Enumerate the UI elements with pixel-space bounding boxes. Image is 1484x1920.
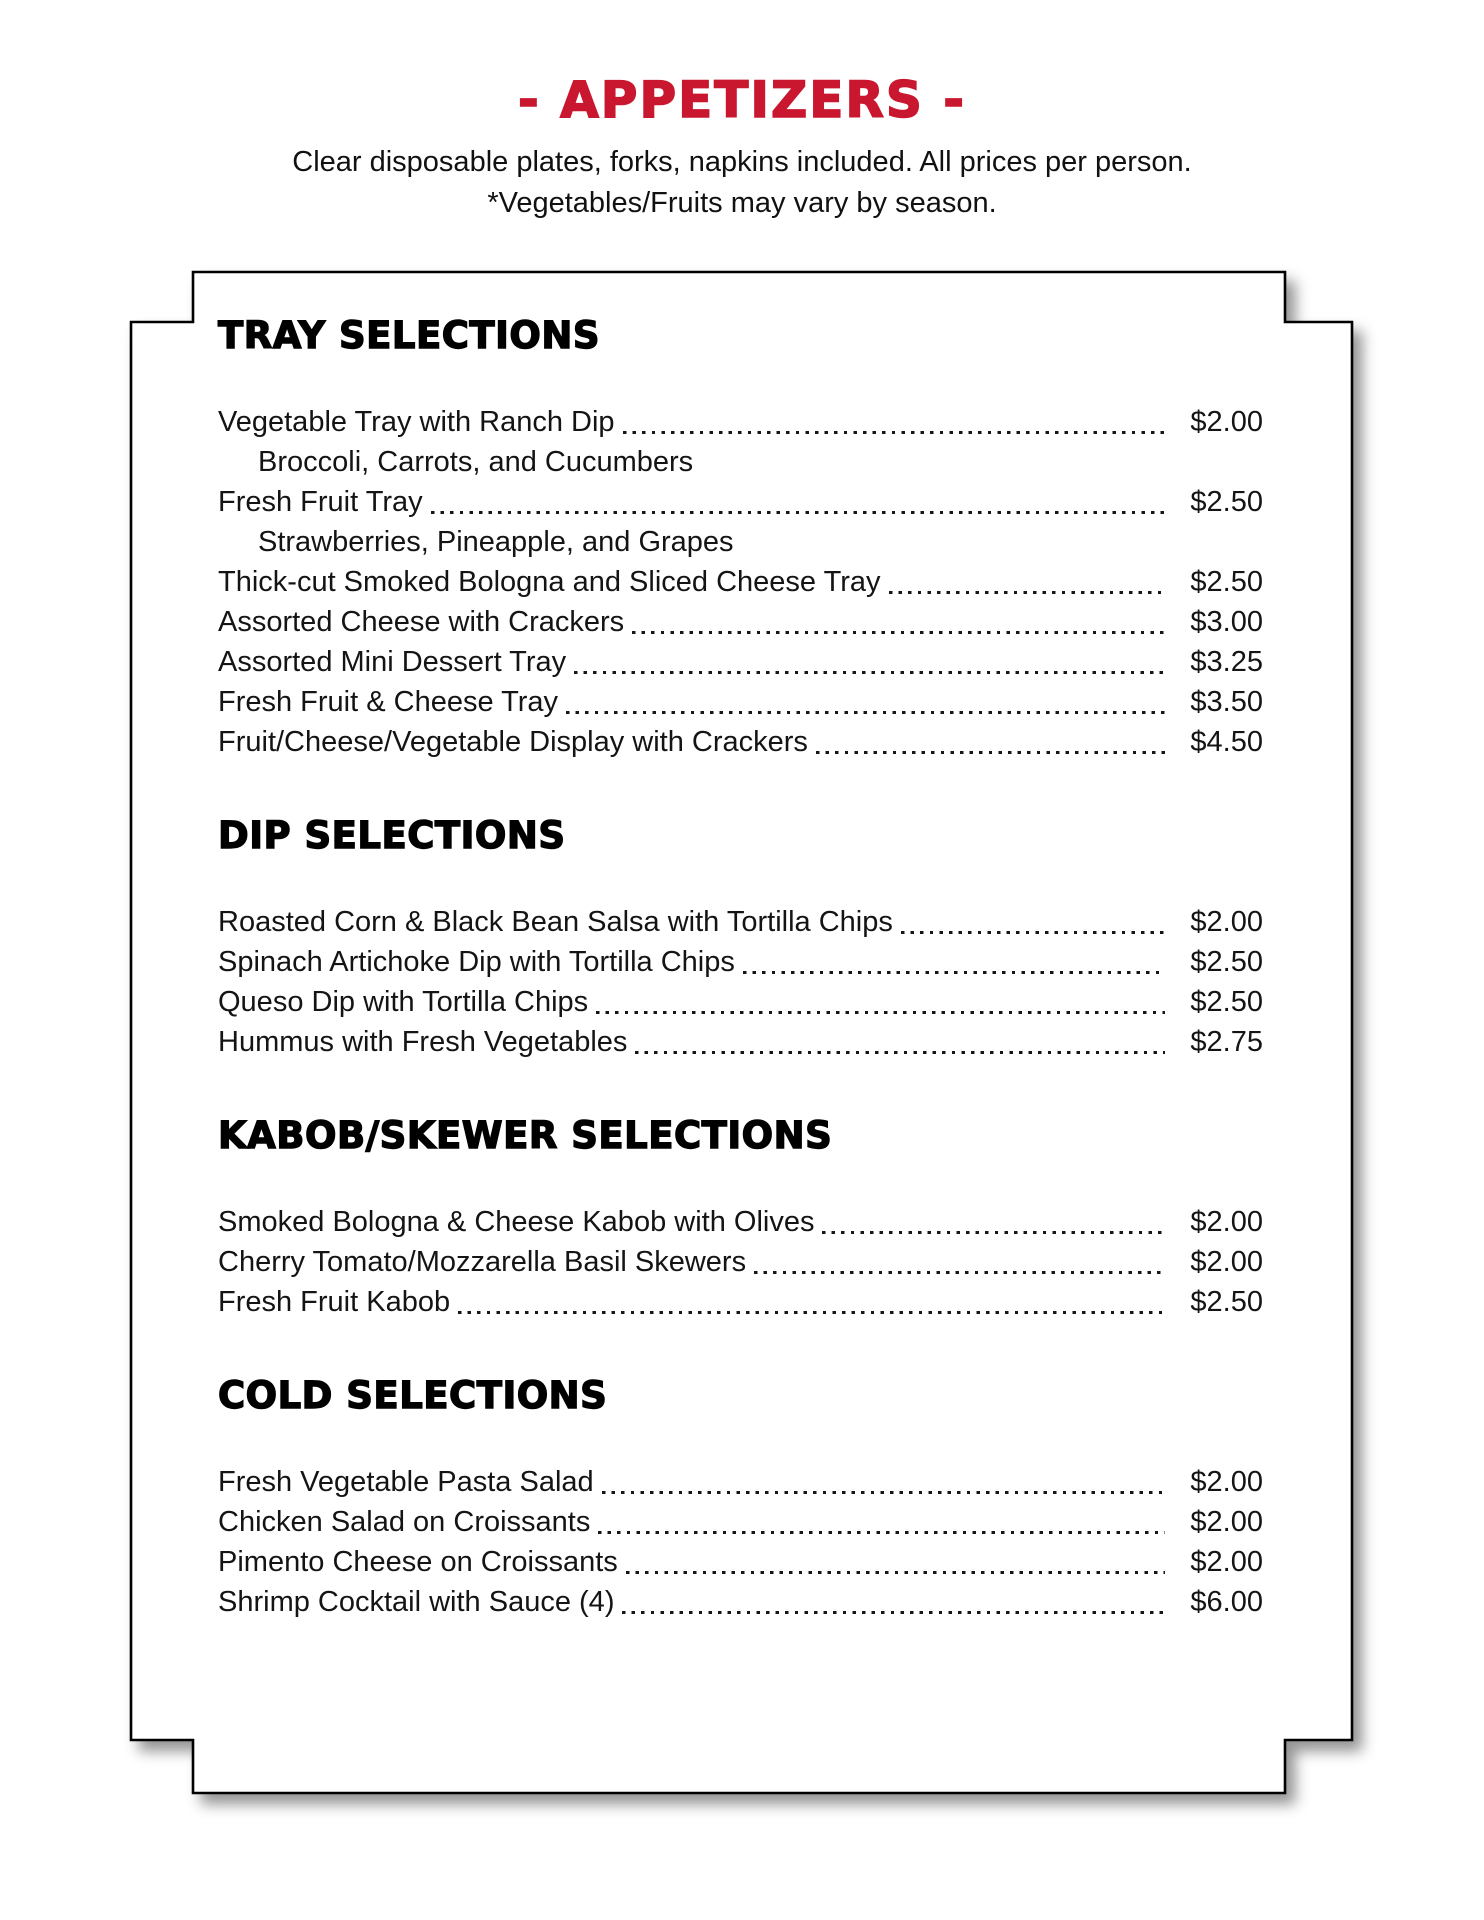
section-title: TRAY SELECTIONS bbox=[218, 314, 600, 357]
menu-item bbox=[218, 1462, 1263, 1502]
menu-item bbox=[218, 982, 1263, 1022]
menu-item bbox=[218, 722, 1263, 762]
menu-item-row bbox=[218, 642, 1263, 682]
menu-item-row bbox=[218, 1582, 1263, 1622]
menu-item bbox=[218, 642, 1263, 682]
section-items bbox=[218, 402, 1263, 762]
menu-item-row bbox=[218, 1242, 1263, 1282]
item-name: Fresh Fruit Kabob bbox=[218, 1286, 451, 1318]
item-name: Pimento Cheese on Croissants bbox=[218, 1546, 618, 1578]
item-price: $3.25 bbox=[1190, 646, 1263, 678]
item-price: $2.00 bbox=[1190, 906, 1263, 938]
dot-leader bbox=[623, 430, 1165, 434]
menu-item-row bbox=[218, 402, 1263, 442]
item-name: Hummus with Fresh Vegetables bbox=[218, 1026, 628, 1058]
item-price: $3.50 bbox=[1190, 686, 1263, 718]
menu-item-row bbox=[218, 1462, 1263, 1502]
menu-item bbox=[218, 682, 1263, 722]
section-title: COLD SELECTIONS bbox=[218, 1374, 608, 1417]
dot-leader bbox=[622, 1610, 1165, 1614]
item-price: $2.00 bbox=[1190, 1466, 1263, 1498]
item-price: $2.50 bbox=[1190, 486, 1263, 518]
item-price: $2.75 bbox=[1190, 1026, 1263, 1058]
section-items bbox=[218, 1462, 1263, 1622]
menu-item-row bbox=[218, 1502, 1263, 1542]
item-name: Fruit/Cheese/Vegetable Display with Crackers bbox=[218, 726, 808, 758]
dot-leader bbox=[754, 1270, 1165, 1274]
item-price: $2.00 bbox=[1190, 1546, 1263, 1578]
item-price: $2.50 bbox=[1190, 986, 1263, 1018]
item-price: $2.50 bbox=[1190, 946, 1263, 978]
section-title: DIP SELECTIONS bbox=[218, 814, 566, 857]
menu-section bbox=[218, 314, 1263, 762]
item-description: Broccoli, Carrots, and Cucumbers bbox=[258, 446, 694, 478]
item-name: Fresh Fruit Tray bbox=[218, 486, 423, 518]
dot-leader bbox=[743, 970, 1165, 974]
item-name: Assorted Cheese with Crackers bbox=[218, 606, 625, 638]
menu-item bbox=[218, 482, 1263, 562]
item-name: Assorted Mini Dessert Tray bbox=[218, 646, 567, 678]
dot-leader bbox=[632, 630, 1165, 634]
menu-item-row bbox=[218, 902, 1263, 942]
menu-item-row bbox=[218, 482, 1263, 522]
dot-leader bbox=[602, 1490, 1165, 1494]
menu-item bbox=[218, 902, 1263, 942]
menu-section bbox=[218, 1374, 1263, 1622]
section-items bbox=[218, 1202, 1263, 1322]
item-price: $2.00 bbox=[1190, 1506, 1263, 1538]
dot-leader bbox=[889, 590, 1165, 594]
menu-item-row bbox=[218, 1542, 1263, 1582]
item-price: $4.50 bbox=[1190, 726, 1263, 758]
menu-item bbox=[218, 1582, 1263, 1622]
section-items bbox=[218, 902, 1263, 1062]
dot-leader bbox=[566, 710, 1165, 714]
note-line-2: *Vegetables/Fruits may vary by season. bbox=[487, 187, 997, 219]
item-name: Roasted Corn & Black Bean Salsa with Tortilla Chips bbox=[218, 906, 893, 938]
menu-item bbox=[218, 402, 1263, 482]
item-name: Fresh Fruit & Cheese Tray bbox=[218, 686, 559, 718]
section-title: KABOB/SKEWER SELECTIONS bbox=[218, 1114, 833, 1157]
item-name: Spinach Artichoke Dip with Tortilla Chips bbox=[218, 946, 735, 978]
menu-item bbox=[218, 1202, 1263, 1242]
menu-item-row bbox=[218, 562, 1263, 602]
menu-item bbox=[218, 942, 1263, 982]
item-name: Smoked Bologna & Cheese Kabob with Olives bbox=[218, 1206, 815, 1238]
item-name: Cherry Tomato/Mozzarella Basil Skewers bbox=[218, 1246, 747, 1278]
item-price: $2.50 bbox=[1190, 1286, 1263, 1318]
menu-item bbox=[218, 1282, 1263, 1322]
item-description: Strawberries, Pineapple, and Grapes bbox=[258, 526, 734, 558]
item-name: Shrimp Cocktail with Sauce (4) bbox=[218, 1586, 615, 1618]
item-price: $2.50 bbox=[1190, 566, 1263, 598]
dot-leader bbox=[816, 750, 1165, 754]
dot-leader bbox=[458, 1310, 1165, 1314]
page-title: - APPETIZERS - bbox=[517, 71, 967, 129]
menu-item bbox=[218, 1542, 1263, 1582]
menu-item-row bbox=[218, 682, 1263, 722]
menu-item-row bbox=[218, 602, 1263, 642]
menu-item-row bbox=[218, 942, 1263, 982]
item-price: $2.00 bbox=[1190, 1246, 1263, 1278]
menu-item bbox=[218, 562, 1263, 602]
dot-leader bbox=[596, 1010, 1165, 1014]
menu-item-row bbox=[218, 1282, 1263, 1322]
menu-item-row bbox=[218, 982, 1263, 1022]
item-name: Fresh Vegetable Pasta Salad bbox=[218, 1466, 594, 1498]
menu-item bbox=[218, 1502, 1263, 1542]
menu-section bbox=[218, 814, 1263, 1062]
menu-item-row bbox=[218, 1202, 1263, 1242]
menu-item bbox=[218, 602, 1263, 642]
dot-leader bbox=[822, 1230, 1165, 1234]
dot-leader bbox=[598, 1530, 1165, 1534]
item-name: Vegetable Tray with Ranch Dip bbox=[218, 406, 615, 438]
menu-item-row bbox=[218, 1022, 1263, 1062]
item-price: $6.00 bbox=[1190, 1586, 1263, 1618]
dot-leader bbox=[901, 930, 1165, 934]
note-line-1: Clear disposable plates, forks, napkins included. All prices per person. bbox=[292, 146, 1192, 178]
item-name: Queso Dip with Tortilla Chips bbox=[218, 986, 589, 1018]
menu-item bbox=[218, 1242, 1263, 1282]
menu-section bbox=[218, 1114, 1263, 1322]
menu-sections bbox=[218, 314, 1263, 1622]
item-name: Thick-cut Smoked Bologna and Sliced Cheese Tray bbox=[218, 566, 881, 598]
menu-item bbox=[218, 1022, 1263, 1062]
dot-leader bbox=[626, 1570, 1165, 1574]
item-name: Chicken Salad on Croissants bbox=[218, 1506, 591, 1538]
item-price: $3.00 bbox=[1190, 606, 1263, 638]
menu-item-row bbox=[218, 722, 1263, 762]
item-price: $2.00 bbox=[1190, 406, 1263, 438]
dot-leader bbox=[635, 1050, 1165, 1054]
dot-leader bbox=[431, 510, 1165, 514]
item-price: $2.00 bbox=[1190, 1206, 1263, 1238]
menu-notes bbox=[0, 142, 1484, 224]
dot-leader bbox=[574, 670, 1165, 674]
